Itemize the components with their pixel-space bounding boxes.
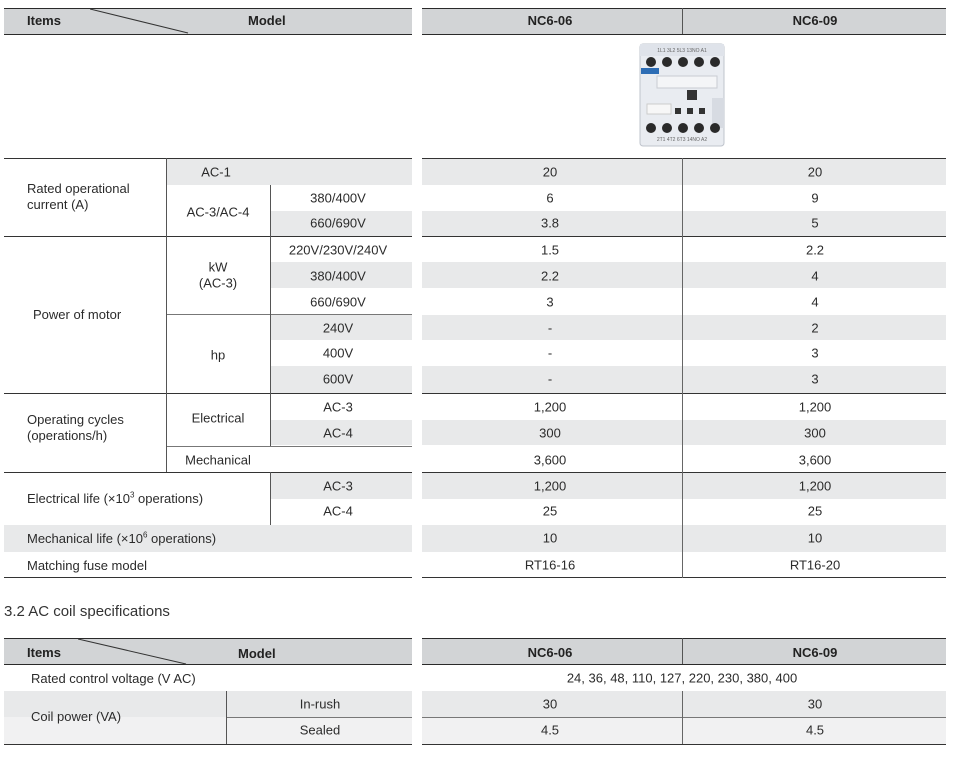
kw-voltage-3: 660/690V — [310, 294, 366, 310]
rated-current-label-1: Rated operational — [27, 181, 130, 196]
t2-header-nc6-06: NC6-06 — [527, 645, 573, 660]
ac1-nc606: 20 — [542, 164, 558, 180]
control-voltage-value: 24, 36, 48, 110, 127, 220, 230, 380, 400 — [566, 670, 798, 686]
ac1-label: AC-1 — [201, 164, 231, 180]
kw-nc609-2: 4 — [811, 268, 819, 284]
coil-nc606-1: 30 — [542, 696, 558, 712]
table2-header-right — [422, 638, 946, 665]
rc-nc606-2: 3.8 — [540, 215, 560, 231]
coil-type-1: In-rush — [299, 696, 341, 712]
rc-nc606-1: 6 — [546, 190, 554, 206]
elife-nc609-2: 25 — [807, 503, 823, 519]
rc-nc609-2: 5 — [811, 215, 819, 231]
kw-nc609-1: 2.2 — [805, 242, 825, 258]
kw-voltage-1: 220V/230V/240V — [288, 242, 388, 258]
elife-cat-2: AC-4 — [323, 503, 353, 519]
rc-nc609-1: 9 — [811, 190, 819, 206]
cycles-cat-2: AC-4 — [323, 425, 353, 441]
fuse-nc609: RT16-20 — [789, 557, 841, 573]
mlife-nc609: 10 — [807, 530, 823, 546]
header-items: Items — [27, 13, 61, 28]
hp-voltage-2: 400V — [322, 345, 354, 361]
fuse-label: Matching fuse model — [27, 558, 147, 573]
power-motor-label: Power of motor — [33, 307, 122, 322]
cycles-nc606-2: 300 — [539, 425, 561, 441]
hp-nc609-2: 3 — [811, 345, 819, 361]
coil-nc609-2: 4.5 — [805, 722, 825, 738]
header2-diagonal-line — [78, 638, 188, 665]
kw-nc606-1: 1.5 — [540, 242, 560, 258]
hp-nc606-2: - — [547, 345, 553, 361]
hp-nc606-3: - — [547, 371, 553, 387]
coil-nc609-1: 30 — [807, 696, 823, 712]
t2-header-nc6-09: NC6-09 — [792, 645, 838, 660]
header-model: Model — [248, 13, 286, 28]
elife-nc606-2: 25 — [542, 503, 558, 519]
rc-voltage-1: 380/400V — [310, 190, 366, 206]
hp-voltage-1: 240V — [322, 320, 354, 336]
header-diagonal-line — [90, 8, 190, 34]
rated-current-label-2: current (A) — [27, 197, 89, 212]
elife-cat-1: AC-3 — [323, 478, 353, 494]
fuse-nc606: RT16-16 — [524, 557, 576, 573]
kw-nc606-2: 2.2 — [540, 268, 560, 284]
kw-nc606-3: 3 — [546, 294, 554, 310]
cycles-nc606-1: 1,200 — [533, 399, 567, 415]
kw-label-1: kW — [208, 259, 228, 275]
ac3-ac4-label: AC-3/AC-4 — [186, 204, 250, 220]
cycles-nc609-1: 1,200 — [798, 399, 832, 415]
mechanical-life-label: Mechanical life ($\times 10^6$ operations) — [27, 530, 217, 546]
hp-label: hp — [210, 347, 226, 363]
svg-text:1L1 3L2 5L3 13NO A1: 1L1 3L2 5L3 13NO A1 — [657, 48, 707, 54]
cycles-cat-1: AC-3 — [323, 399, 353, 415]
header-nc6-06: NC6-06 — [527, 13, 573, 28]
product-image-nc6-contactor — [637, 42, 727, 148]
rc-voltage-2: 660/690V — [310, 215, 366, 231]
header-nc6-09: NC6-09 — [792, 13, 838, 28]
coil-power-label: Coil power (VA) — [31, 709, 122, 724]
table1-header-left — [4, 8, 412, 35]
mechanical-label: Mechanical — [185, 452, 251, 468]
mlife-nc606: 10 — [542, 530, 558, 546]
coil-type-2: Sealed — [299, 722, 341, 738]
mechanical-nc606: 3,600 — [533, 452, 567, 468]
cycles-label-1: Operating cycles — [27, 412, 124, 427]
elife-nc609-1: 1,200 — [798, 478, 832, 494]
control-voltage-label: Rated control voltage (V AC) — [31, 671, 196, 686]
ac1-nc609: 20 — [807, 164, 823, 180]
cycles-label-2: (operations/h) — [27, 428, 108, 443]
table2-header-left — [4, 638, 412, 665]
kw-nc609-3: 4 — [811, 294, 819, 310]
kw-voltage-2: 380/400V — [310, 268, 366, 284]
electrical-life-label: Electrical life ($\times 10^3$ operations) — [27, 490, 204, 506]
table1-header-right — [422, 8, 946, 35]
t2-header-items: Items — [27, 645, 61, 660]
svg-text:2T1 4T2 6T3 14NO A2: 2T1 4T2 6T3 14NO A2 — [656, 137, 708, 143]
t2-header-model: Model — [238, 646, 276, 661]
hp-nc606-1: - — [547, 320, 553, 336]
elife-nc606-1: 1,200 — [533, 478, 567, 494]
cycles-nc609-2: 300 — [804, 425, 826, 441]
coil-nc606-2: 4.5 — [540, 722, 560, 738]
hp-nc609-1: 2 — [811, 320, 819, 336]
hp-nc609-3: 3 — [811, 371, 819, 387]
kw-label-2: (AC-3) — [198, 275, 238, 291]
mechanical-nc609: 3,600 — [798, 452, 832, 468]
section-title: 3.2 AC coil specifications — [4, 603, 170, 620]
hp-voltage-3: 600V — [322, 371, 354, 387]
electrical-label: Electrical — [191, 410, 245, 426]
